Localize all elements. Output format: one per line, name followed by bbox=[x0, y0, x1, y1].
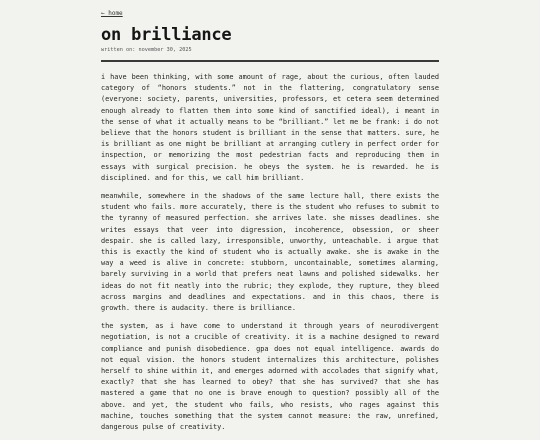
post-date: written on: november 30, 2025 bbox=[101, 47, 192, 53]
paragraph-1: i have been thinking, with some amount of rage, about the curious, often lauded category of “honors students.” not in the flattering, congratulatory sense (everyone: society, parents, universities, professors, et cetera seem determined enough already to flatten them into some kind of sanctified ideal), i meant in the sense of what it actually means to be “brilliant.” let me be frank: i do not believe that the honors student is brilliant in the sense that matters. sure, he is brilliant as one might be brilliant at arranging cutlery in perfect order for inspection, or memorizing the most pedestrian facts and reproducing them in essays with surgical precision. he obeys the system. he is rewarded. he is disciplined. and for this, we call him brilliant. bbox=[101, 73, 439, 182]
post-body bbox=[101, 72, 439, 440]
paragraph-3: the system, as i have come to understand it through years of neurodivergent negotiation, is not a crucible of creativity. it is a machine designed to reward compliance and punish disobedience. gpa does not equal intelligence. awards do not equal vision. the honors student internalizes this architecture, polishes herself to shine within it, and emerges adorned with accolades that signify what, exactly? that she has learned to obey? that she has survived? that she has mastered a game that no one is brave enough to question? possibly all of the above. and yet, the student who fails, who resists, who rages against this machine, touches something that the system cannot measure: the raw, unrefined, dangerous pulse of creativity. bbox=[101, 322, 439, 432]
title-divider bbox=[101, 60, 439, 62]
home-link[interactable]: ← home bbox=[101, 10, 123, 17]
post-title: on brilliance bbox=[101, 25, 232, 45]
paragraph-2: meanwhile, somewhere in the shadows of the same lecture hall, there exists the student who fails. more accurately, there is the student who refuses to submit to the tyranny of measured perfection. she arrives late. she misses deadlines. she writes essays that veer into digression, incoherence, obsession, or sheer despair. she is called lazy, irresponsible, unworthy, unteachable. i argue that this is exactly the kind of student who is actually awake. she is awake in the way a weed is alive in concrete: stubborn, uncontainable, sometimes alarming, barely surviving in a world that prefers neat lawns and polished sidewalks. her ideas do not fit neatly into the rubric; they explode, they rupture, they bleed across margins and deadlines and expectations. and in this chaos, there is growth. there is audacity. there is brilliance. bbox=[101, 192, 439, 313]
